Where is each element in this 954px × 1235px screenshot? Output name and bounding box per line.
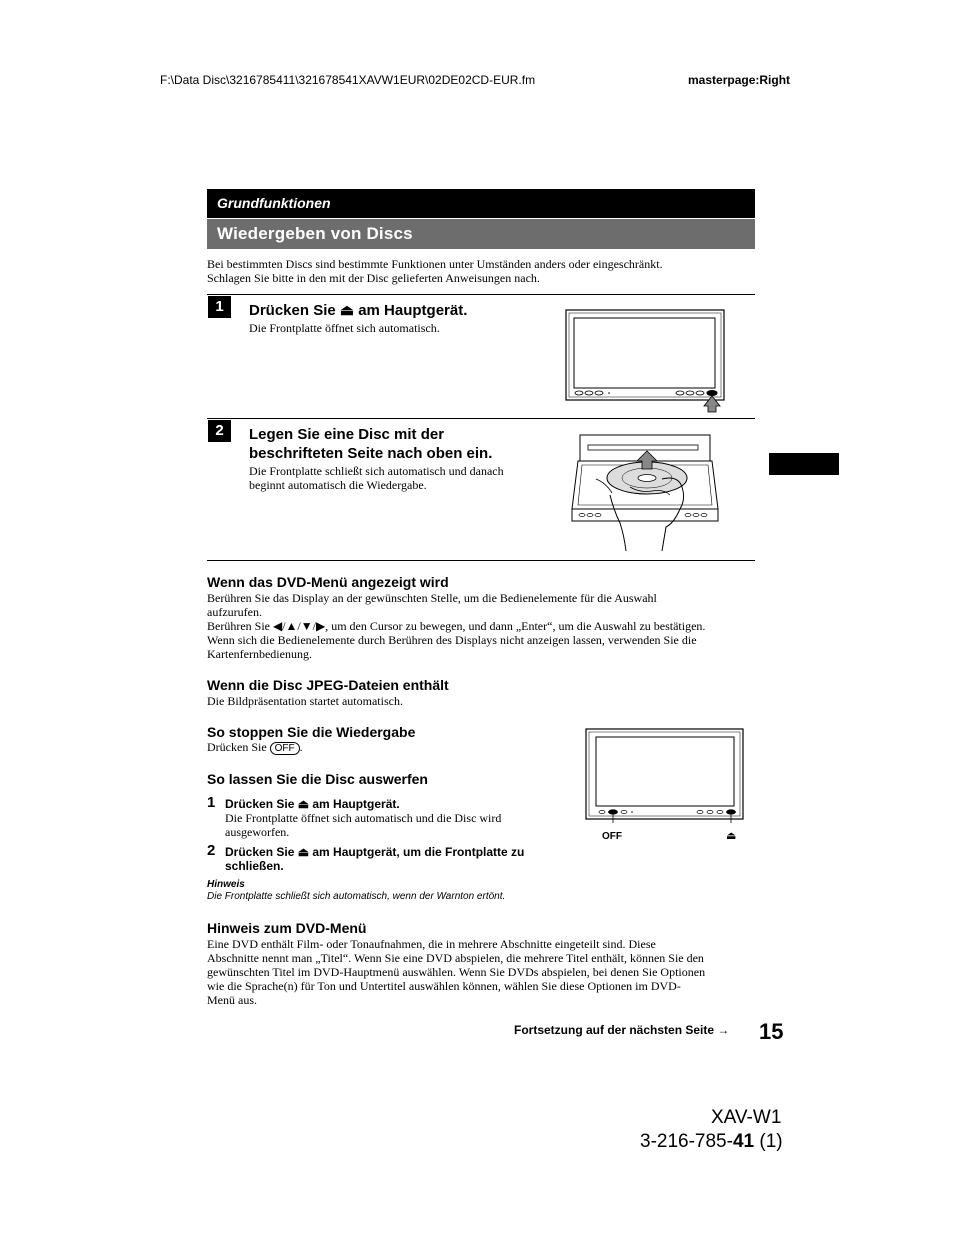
file-path: F:\Data Disc\3216785411\321678541XAVW1EUR\02DE02CD-EUR.fm bbox=[160, 73, 536, 87]
divider bbox=[207, 294, 755, 295]
jpeg-heading: Wenn die Disc JPEG-Dateien enthält bbox=[207, 677, 449, 693]
eject-step-2-line-1: Drücken Sie ⏏ am Hauptgerät, um die Frontplatte zu bbox=[225, 845, 525, 859]
eject-heading: So lassen Sie die Disc auswerfen bbox=[207, 771, 428, 787]
step-1-number: 1 bbox=[208, 296, 231, 318]
dvd-menu-line-1: Berühren Sie das Display an der gewünschten Stelle, um die Bedienelemente für die Auswahl bbox=[207, 591, 657, 605]
dvd-note-line-5: Menü aus. bbox=[207, 993, 257, 1007]
section-title: Grundfunktionen bbox=[217, 195, 331, 211]
divider bbox=[207, 418, 755, 419]
masterpage-label: masterpage:Right bbox=[688, 73, 791, 87]
eject-step-1-line-2: ausgeworfen. bbox=[225, 825, 290, 839]
dvd-note-line-1: Eine DVD enthält Film- oder Tonaufnahmen, die in mehrere Abschnitte eingeteilt sind. Diese bbox=[207, 937, 656, 951]
title-bar bbox=[207, 219, 755, 249]
eject-step-1-line-1: Die Frontplatte öffnet sich automatisch und die Disc wird bbox=[225, 811, 502, 825]
unit-off-eject-illustration bbox=[584, 727, 746, 823]
side-tab bbox=[769, 453, 839, 475]
note-text: Die Frontplatte schließt sich automatisch, wenn der Warnton ertönt. bbox=[207, 891, 506, 902]
eject-icon: ⏏ bbox=[726, 830, 737, 842]
jpeg-text: Die Bildpräsentation startet automatisch. bbox=[207, 694, 403, 708]
eject-step-1-title: Drücken Sie ⏏ am Hauptgerät. bbox=[225, 797, 400, 811]
model-name: XAV-W1 bbox=[711, 1107, 782, 1128]
dvd-menu-heading: Wenn das DVD-Menü angezeigt wird bbox=[207, 574, 449, 590]
stop-text: Drücken Sie OFF . bbox=[207, 740, 303, 754]
step-2-number: 2 bbox=[208, 420, 231, 442]
eject-step-2-line-2: schließen. bbox=[225, 859, 284, 873]
dvd-note-line-2: Abschnitte nennt man „Titel“. Wenn Sie eine DVD abspielen, die mehrere Titel enthält, können Sie den bbox=[207, 951, 704, 965]
stop-heading: So stoppen Sie die Wiedergabe bbox=[207, 724, 416, 740]
step-1-title: Drücken Sie ⏏ am Hauptgerät. bbox=[249, 302, 468, 319]
section-bar bbox=[207, 189, 755, 218]
dvd-menu-line-2: aufzurufen. bbox=[207, 605, 262, 619]
dvd-menu-line-5: Kartenfernbedienung. bbox=[207, 647, 312, 661]
dvd-menu-line-4: Wenn sich die Bedienelemente durch Berühren des Displays nicht anzeigen lassen, verwenden Sie die bbox=[207, 633, 697, 647]
step-2-title-line-1: Legen Sie eine Disc mit der bbox=[249, 426, 445, 443]
dvd-note-line-4: wie die Sprache(n) für Ton und Untertitel auswählen können, wählen Sie diese Optionen im DVD- bbox=[207, 979, 681, 993]
part-code: 3-216-785-41 (1) bbox=[640, 1131, 783, 1152]
off-label: OFF bbox=[602, 831, 622, 842]
off-button-glyph: OFF bbox=[270, 742, 300, 755]
dvd-menu-line-3: Berühren Sie ◀/▲/▼/▶, um den Cursor zu bewegen, und dann „Enter“, um die Auswahl zu bestätigen. bbox=[207, 619, 706, 633]
dvd-note-heading: Hinweis zum DVD-Menü bbox=[207, 920, 367, 936]
step-2-desc-line-2: beginnt automatisch die Wiedergabe. bbox=[249, 478, 427, 492]
eject-step-2-number: 2 bbox=[207, 842, 216, 859]
step-2-title-line-2: beschrifteten Seite nach oben ein. bbox=[249, 445, 493, 462]
step-1-desc: Die Frontplatte öffnet sich automatisch. bbox=[249, 321, 440, 335]
divider bbox=[207, 560, 755, 561]
intro-line-2: Schlagen Sie bitte in den mit der Disc gelieferten Anweisungen nach. bbox=[207, 271, 540, 285]
page-title: Wiedergeben von Discs bbox=[217, 224, 413, 243]
continued-label: Fortsetzung auf der nächsten Seite → bbox=[514, 1023, 730, 1037]
page-number: 15 bbox=[759, 1019, 784, 1044]
dvd-note-line-3: gewünschten Titel im DVD-Hauptmenü auswählen. Wenn Sie DVDs abspielen, bei denen Sie Optionen bbox=[207, 965, 706, 979]
step-2-desc-line-1: Die Frontplatte schließt sich automatisch und danach bbox=[249, 464, 504, 478]
disc-insert-illustration bbox=[570, 431, 720, 553]
eject-step-1-number: 1 bbox=[207, 794, 216, 811]
unit-eject-illustration bbox=[562, 306, 732, 414]
note-label: Hinweis bbox=[207, 879, 245, 890]
intro-line-1: Bei bestimmten Discs sind bestimmte Funktionen unter Umständen anders oder eingeschränkt. bbox=[207, 257, 663, 271]
